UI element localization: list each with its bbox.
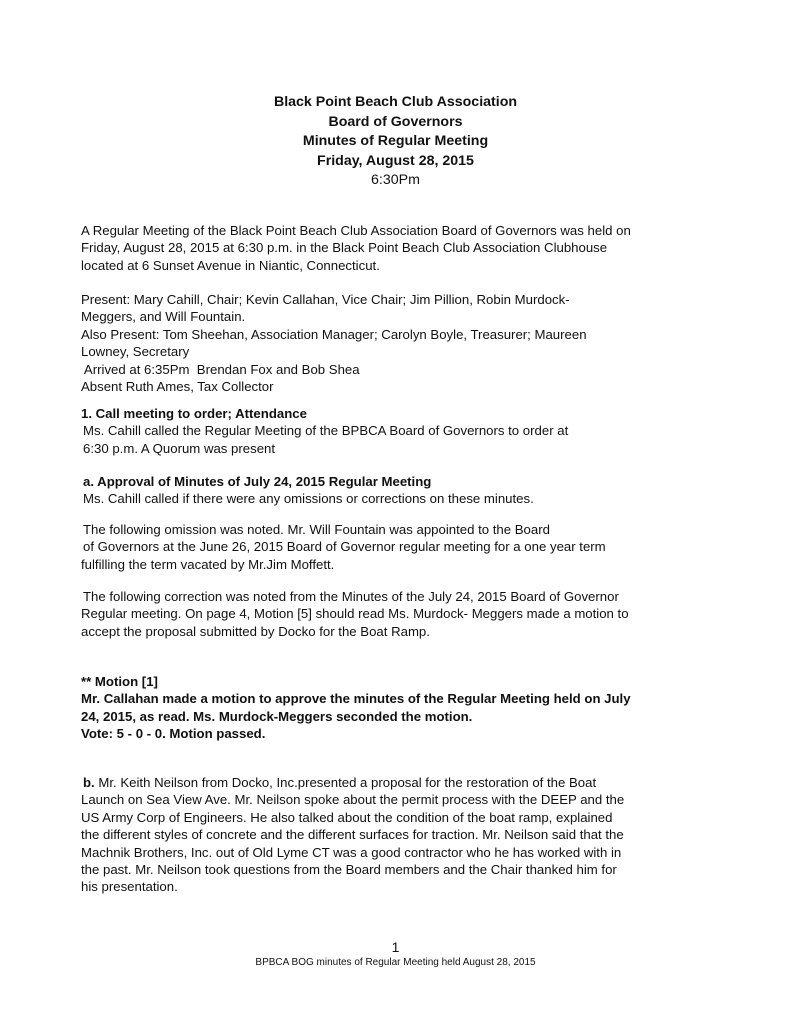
text-line: Ms. Cahill called if there were any omissions or corrections on these minutes. — [83, 491, 534, 507]
motion-1 — [81, 673, 721, 743]
text-line: the different styles of concrete and the different surfaces for traction. Mr. Neilson said that the — [81, 827, 624, 843]
text-line — [81, 774, 721, 791]
club-name: Black Point Beach Club Association — [273, 94, 518, 110]
text-line: his presentation. — [81, 879, 178, 895]
section-b — [81, 774, 721, 896]
attendance-paragraph — [81, 291, 721, 395]
meeting-date: Friday, August 28, 2015 — [317, 152, 474, 169]
text-line: of Governors at the June 26, 2015 Board of Governor regular meeting for a one year term — [83, 539, 606, 555]
document-title: Minutes of Regular Meeting — [302, 133, 489, 150]
text-line: The following correction was noted from the Minutes of the July 24, 2015 Board of Governor — [83, 589, 619, 604]
text-line: Friday, August 28, 2015 at 6:30 p.m. in the Black Point Beach Club Association Clubhouse — [81, 240, 608, 256]
text-line: accept the proposal submitted by Docko for the Boat Ramp. — [81, 623, 430, 639]
text-line: 6:30 p.m. A Quorum was present — [83, 440, 276, 456]
text-line: the past. Mr. Neilson took questions from the Board members and the Chair thanked him for — [81, 862, 617, 878]
text-line: Regular meeting. On page 4, Motion [5] should read Ms. Murdock- Meggers made a motion to — [81, 606, 629, 622]
text-line: Arrived at 6:35Pm Brendan Fox and Bob Shea — [81, 361, 360, 377]
text-line: Machnik Brothers, Inc. out of Old Lyme CT was a good contractor who he has worked with in — [81, 844, 622, 860]
motion-label: ** Motion [1] — [81, 674, 158, 689]
text-line: Launch on Sea View Ave. Mr. Neilson spoke about the permit process with the DEEP and the — [81, 792, 625, 808]
text-line: Meggers, and Will Fountain. — [81, 309, 246, 325]
text-line: Lowney, Secretary — [81, 344, 190, 360]
correction-paragraph — [81, 588, 721, 640]
text-line: Vote: 5 - 0 - 0. Motion passed. — [81, 726, 266, 742]
text-line: The following omission was noted. Mr. Will Fountain was appointed to the Board — [83, 522, 550, 537]
text-line: located at 6 Sunset Avenue in Niantic, Connecticut. — [81, 257, 380, 273]
text-line: 24, 2015, as read. Ms. Murdock-Meggers seconded the motion. — [81, 708, 473, 724]
omission-paragraph — [81, 521, 721, 573]
meeting-time: 6:30Pm — [371, 172, 420, 189]
text-line: Absent Ruth Ames, Tax Collector — [81, 379, 274, 395]
board-name: Board of Governors — [328, 113, 463, 130]
text-line: Also Present: Tom Sheehan, Association Manager; Carolyn Boyle, Treasurer; Maureen — [81, 326, 587, 342]
text-line: Mr. Callahan made a motion to approve the minutes of the Regular Meeting held on July — [81, 691, 631, 707]
section-1 — [81, 405, 721, 457]
section-heading: 1. Call meeting to order; Attendance — [81, 406, 307, 421]
text-fragment: Mr. Keith Neilson from Docko, Inc.presented a proposal for the restoration of the Boat — [94, 775, 597, 790]
page-footer — [0, 938, 791, 970]
intro-paragraph — [81, 222, 721, 274]
text-line: A Regular Meeting of the Black Point Beach Club Association Board of Governors was held on — [81, 223, 631, 238]
section-a — [81, 473, 721, 508]
footer-text: BPBCA BOG minutes of Regular Meeting held August 28, 2015 — [255, 957, 536, 968]
text-line: fulfilling the term vacated by Mr.Jim Moffett. — [81, 556, 335, 572]
page-number: 1 — [391, 939, 400, 955]
document-header — [0, 93, 791, 191]
text-line: US Army Corp of Engineers. He also talked about the condition of the boat ramp, explained — [81, 809, 613, 825]
section-heading: a. Approval of Minutes of July 24, 2015 Regular Meeting — [83, 474, 432, 489]
section-b-label: b. — [83, 775, 95, 790]
text-line: Ms. Cahill called the Regular Meeting of the BPBCA Board of Governors to order at — [83, 423, 569, 439]
text-line: Present: Mary Cahill, Chair; Kevin Callahan, Vice Chair; Jim Pillion, Robin Murdock- — [81, 292, 570, 307]
